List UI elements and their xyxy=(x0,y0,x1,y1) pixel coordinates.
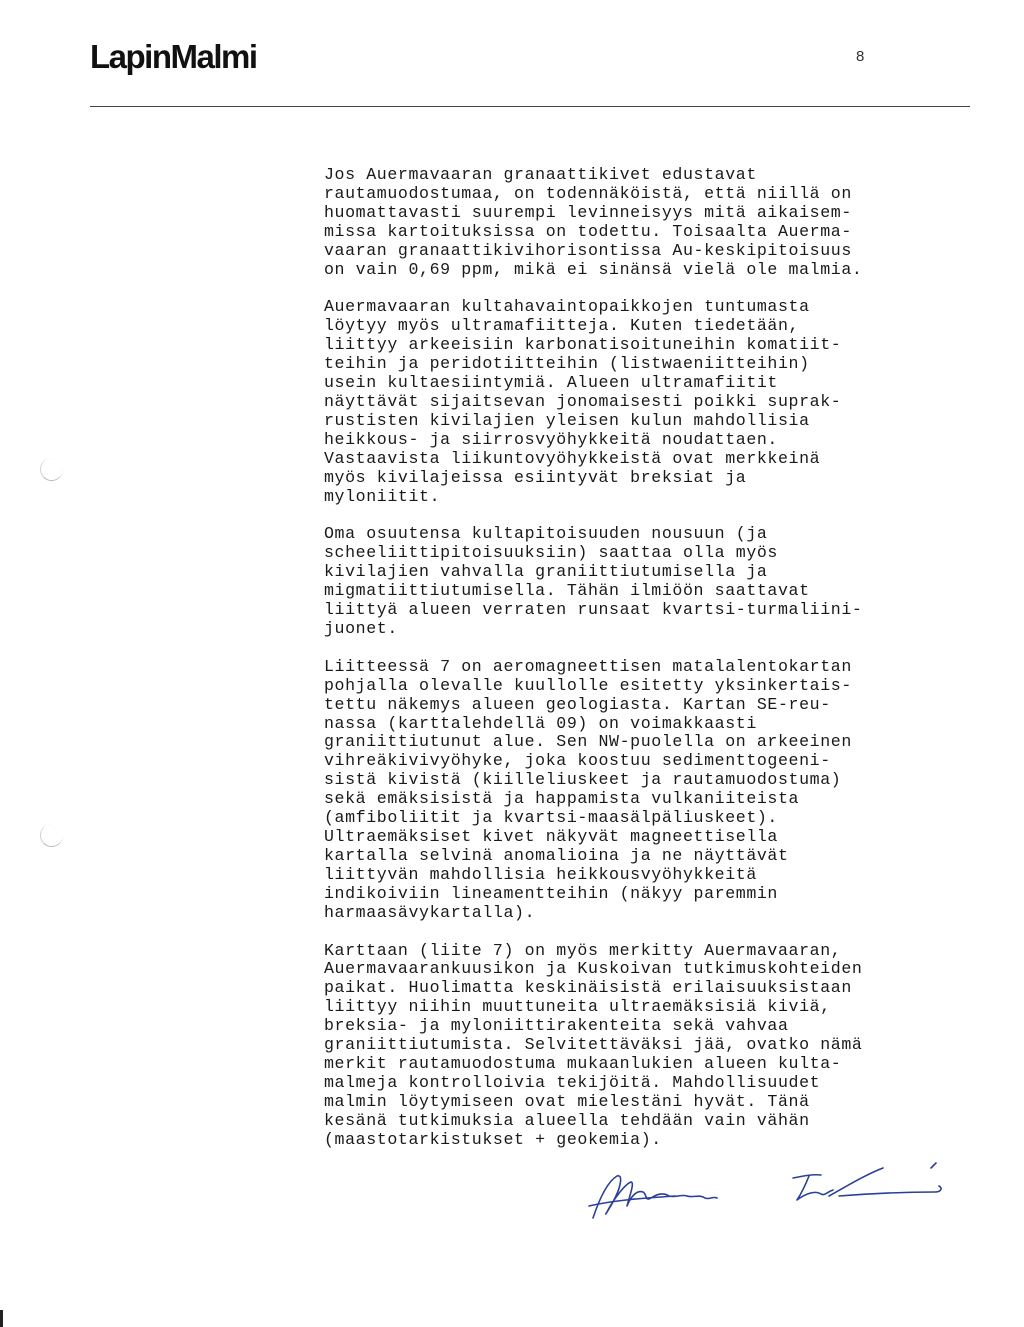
text-line: usein kultaesiintymiä. Alueen ultramafiitit xyxy=(324,373,778,393)
punch-hole-mark xyxy=(40,458,63,481)
text-line: missa kartoituksissa on todettu. Toisaalta Auerma- xyxy=(324,221,852,241)
text-line: teihin ja peridotiitteihin (listwaeniitteihin) xyxy=(324,354,810,374)
text-line: (amfiboliitit ja kvartsi-maasälpäliuskeet). xyxy=(324,808,778,828)
text-line: (maastotarkistukset + geokemia). xyxy=(324,1129,662,1149)
paragraph xyxy=(324,298,964,506)
text-line: merkit rautamuodostuma mukaanlukien alueen kulta- xyxy=(324,1053,842,1073)
text-line: kivilajien vahvalla graniittiutumisella ja xyxy=(324,562,768,582)
body-text xyxy=(324,166,964,1169)
text-line: breksia- ja myloniittirakenteita sekä vahvaa xyxy=(324,1016,789,1036)
text-line: rautamuodostumaa, on todennäköistä, että niillä on xyxy=(324,183,852,203)
text-line: Jos Auermavaaran granaattikivet edustavat xyxy=(324,165,757,184)
text-line: heikkous- ja siirrosvyöhykkeitä noudattaen. xyxy=(324,429,778,449)
text-line: näyttävät sijaitsevan jonomaisesti poikki suprak- xyxy=(324,391,842,411)
text-line: sekä emäksisistä ja happamista vulkaniiteista xyxy=(324,789,800,809)
text-line: graniittiutunut alue. Sen NW-puolella on arkeeinen xyxy=(324,732,852,752)
paragraph xyxy=(324,942,964,1150)
text-line: sistä kivistä (kiilleliuskeet ja rautamuodostuma) xyxy=(324,770,842,790)
text-line: tettu näkemys alueen geologiasta. Kartan SE-reu- xyxy=(324,694,831,714)
paragraph xyxy=(324,525,964,638)
text-line: scheeliittipitoisuuksiin) saattaa olla myös xyxy=(324,543,778,563)
text-line: liittyvän mahdollisia heikkousvyöhykkeitä xyxy=(324,864,757,884)
handwritten-signature xyxy=(585,1160,955,1230)
paragraph xyxy=(324,658,964,923)
signature-strokes xyxy=(589,1163,941,1218)
text-line: indikoiviin lineamentteihin (näkyy paremmin xyxy=(324,883,778,903)
punch-hole-mark xyxy=(40,824,63,847)
company-logo: LapinMalmi xyxy=(90,38,257,75)
text-line: Ultraemäksiset kivet näkyvät magneettisella xyxy=(324,827,778,846)
text-line: Vastaavista liikuntovyöhykkeistä ovat merkkeinä xyxy=(324,448,821,468)
text-line: migmatiittiutumisella. Tähän ilmiöön saattavat xyxy=(324,581,810,601)
text-line: Liitteessä 7 on aeromagneettisen matalalentokartan xyxy=(324,656,852,676)
paragraph xyxy=(324,166,964,279)
text-line: Oma osuutensa kultapitoisuuden nousuun (ja xyxy=(324,524,768,544)
text-line: juonet. xyxy=(324,618,398,638)
text-line: paikat. Huolimatta keskinäisistä erilaisuuksistaan xyxy=(324,978,852,998)
text-line: myloniitit. xyxy=(324,486,441,506)
text-line: malmeja kontrolloivia tekijöitä. Mahdollisuudet xyxy=(324,1072,821,1092)
text-line: liittyä alueen verraten runsaat kvartsi-turmaliini- xyxy=(324,600,863,620)
text-line: vihreäkivivyöhyke, joka koostuu sedimenttogeeni- xyxy=(324,751,831,771)
header-divider xyxy=(90,106,970,107)
text-line: nassa (karttalehdellä 09) on voimakkaasti xyxy=(324,713,757,733)
text-line: myös kivilajeissa esiintyvät breksiat ja xyxy=(324,467,747,487)
text-line: huomattavasti suurempi levinneisyys mitä aikaisem- xyxy=(324,202,852,222)
text-line: Karttaan (liite 7) on myös merkitty Auermavaaran, xyxy=(324,940,842,960)
text-line: rustisten kivilajien yleisen kulun mahdollisia xyxy=(324,410,810,430)
text-line: kesänä tutkimuksia alueella tehdään vain vähän xyxy=(324,1110,810,1130)
text-line: liittyy niihin muuttuneita ultraemäksisiä kiviä, xyxy=(324,997,831,1017)
text-line: on vain 0,69 ppm, mikä ei sinänsä vielä ole malmia. xyxy=(324,259,863,279)
text-line: vaaran granaattikivihorisontissa Au-keskipitoisuus xyxy=(324,240,852,260)
text-line: Auermavaarankuusikon ja Kuskoivan tutkimuskohteiden xyxy=(324,959,863,979)
page-number: 8 xyxy=(856,48,865,65)
text-line: harmaasävykartalla). xyxy=(324,902,536,922)
text-line: pohjalla olevalle kuullolle esitetty yksinkertais- xyxy=(324,675,852,695)
text-line: kartalla selvinä anomalioina ja ne näyttävät xyxy=(324,845,789,865)
text-line: malmin löytymiseen ovat mielestäni hyvät. Tänä xyxy=(324,1091,810,1111)
text-line: löytyy myös ultramafiitteja. Kuten tiedetään, xyxy=(324,316,800,336)
scan-edge-mark xyxy=(0,1310,3,1327)
text-line: Auermavaaran kultahavaintopaikkojen tuntumasta xyxy=(324,297,810,317)
text-line: liittyy arkeeisiin karbonatisoituneihin komatiit- xyxy=(324,335,842,355)
text-line: graniittiutumista. Selvitettäväksi jää, ovatko nämä xyxy=(324,1035,863,1055)
